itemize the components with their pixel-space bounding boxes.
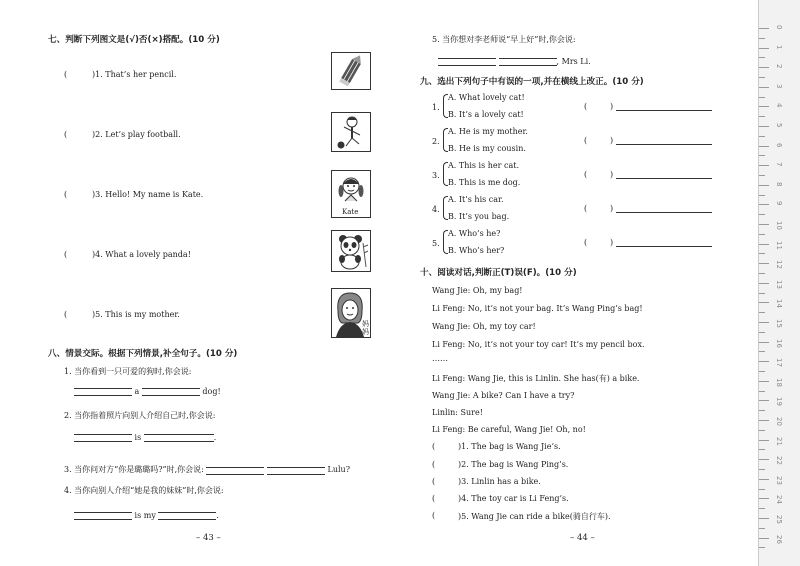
ruler-tick [759, 195, 765, 196]
ruler-tick [759, 479, 769, 480]
page-number-right: – 44 – [570, 533, 595, 543]
sec7-item-text: )4. What a lovely panda! [92, 250, 191, 259]
ruler-tick [759, 410, 765, 411]
ruler-label: 17 [775, 358, 783, 368]
correction-line[interactable] [616, 212, 712, 213]
ruler-tick [759, 449, 765, 450]
ruler-tick [759, 155, 765, 156]
answer-paren[interactable]: ( [432, 494, 436, 503]
answer-paren[interactable]: ( [432, 442, 436, 451]
answer-paren[interactable]: ( [584, 170, 588, 179]
option-b: B. Who’s her? [448, 246, 505, 255]
ruler-tick [759, 214, 765, 215]
ruler-tick [759, 469, 765, 470]
ruler-tick [759, 459, 769, 460]
answer-blank[interactable] [499, 52, 557, 66]
sec8-q1-answer: a dog! [74, 382, 221, 396]
ruler-tick [759, 351, 765, 352]
ruler-label: 9 [775, 201, 783, 206]
sec8-q5-answer: , Mrs Li. [438, 52, 591, 66]
section7-title: 七、判断下列图文是(√)否(×)搭配。(10 分) [48, 35, 220, 45]
answer-paren[interactable]: ( [432, 460, 436, 469]
ruler-label: 10 [775, 221, 783, 230]
ruler-label: 22 [775, 456, 783, 466]
ruler-tick [759, 77, 765, 78]
panda-icon [331, 230, 371, 272]
dialog-line: Li Feng: No, it’s not your toy car! It’s my pencil box. [432, 340, 645, 349]
answer-blank[interactable] [206, 461, 264, 475]
ruler-label: 8 [775, 181, 783, 187]
answer-paren[interactable]: ( [64, 250, 68, 259]
ruler-label: 5 [775, 123, 783, 128]
answer-paren[interactable]: ( [584, 102, 588, 111]
correction-line[interactable] [616, 178, 712, 179]
ruler-label: 18 [775, 377, 783, 387]
ruler-label: 21 [775, 436, 783, 446]
ruler-label: 16 [775, 338, 783, 348]
answer-blank[interactable] [74, 428, 132, 442]
option-b: B. He is my cousin. [448, 144, 526, 153]
ruler-tick [759, 508, 765, 509]
option-a: A. It’s his car. [448, 195, 504, 204]
ruler-label: 3 [775, 83, 783, 89]
sec8-q4-answer: is my . [74, 506, 219, 520]
ruler-tick [759, 489, 765, 490]
ruler-tick [759, 97, 765, 98]
option-b: B. It’s a lovely cat! [448, 110, 524, 119]
answer-blank[interactable] [74, 506, 132, 520]
correction-line[interactable] [616, 246, 712, 247]
ruler-tick [759, 263, 769, 264]
dialog-line: Wang Jie: A bike? Can I have a try? [432, 391, 575, 400]
sec7-item-text: )1. That’s her pencil. [92, 70, 177, 79]
ruler-tick [759, 518, 769, 519]
sec8-q4: 4. 当你向别人介绍“她是我的妹妹”时,你会说: [64, 486, 224, 495]
kate-caption: Kate [342, 208, 359, 216]
ruler-label: 1 [775, 44, 783, 50]
ruler-tick [759, 136, 765, 137]
ruler-tick [759, 253, 765, 254]
ruler-tick [759, 342, 769, 343]
ruler-label: 14 [775, 299, 783, 309]
ruler-tick [759, 332, 765, 333]
dialog-line: Li Feng: Wang Jie, this is Linlin. She has(有) a bike. [432, 374, 640, 383]
correction-line[interactable] [616, 110, 712, 111]
ruler-label: 26 [775, 534, 783, 544]
ruler-tick [759, 185, 769, 186]
ruler-tick [759, 38, 765, 39]
ruler-tick [759, 175, 765, 176]
ruler-tick [759, 106, 769, 107]
answer-paren[interactable]: ( [64, 130, 68, 139]
answer-paren[interactable]: ( [64, 70, 68, 79]
ruler-tick [759, 48, 769, 49]
ruler-tick [759, 293, 765, 294]
section9-title: 九、选出下列句子中有误的一项,并在横线上改正。(10 分) [420, 77, 644, 87]
sec8-q2-answer: is . [74, 428, 216, 442]
answer-paren[interactable]: ( [432, 511, 436, 520]
ruler-label: 11 [775, 240, 783, 250]
ruler-tick [759, 312, 765, 313]
dialog-line: Li Feng: Be careful, Wang Jie! Oh, no! [432, 425, 586, 434]
dialog-line: Wang Jie: Oh, my toy car! [432, 322, 536, 331]
ruler-tick [759, 400, 769, 401]
ruler-label: 2 [775, 64, 783, 69]
option-b: B. This is me dog. [448, 178, 521, 187]
ruler-tick [759, 234, 765, 235]
ruler-tick [759, 204, 769, 205]
mother-icon [331, 288, 371, 338]
ruler-tick [759, 126, 769, 127]
ruler-tick [759, 273, 765, 274]
answer-paren[interactable]: ( [64, 310, 68, 319]
ruler-tick [759, 116, 765, 117]
sec7-item-text: )3. Hello! My name is Kate. [92, 190, 204, 199]
answer-blank[interactable] [158, 506, 216, 520]
ruler-tick [759, 302, 769, 303]
ruler-tick [759, 361, 769, 362]
ruler-tick [759, 57, 765, 58]
ruler-tick [759, 28, 769, 29]
ruler-label: 20 [775, 417, 783, 426]
dialog-line: Li Feng: No, it’s not your bag. It’s Wang Ping’s bag! [432, 304, 643, 313]
mother-caption: 妈妈 [362, 320, 369, 336]
ruler-label: 6 [775, 142, 783, 148]
ruler-tick [759, 528, 765, 529]
answer-paren[interactable]: ( [584, 238, 588, 247]
answer-paren[interactable]: ( [584, 136, 588, 145]
ruler-label: 19 [775, 397, 783, 407]
ruler-label: 13 [775, 279, 783, 289]
sec7-item-text: )2. Let’s play football. [92, 130, 181, 139]
answer-paren[interactable]: ( [64, 190, 68, 199]
section10-title: 十、阅读对话,判断正(T)误(F)。(10 分) [420, 268, 577, 278]
ruler-label: 7 [775, 162, 783, 167]
option-b: B. It’s you bag. [448, 212, 510, 221]
ruler-tick [759, 165, 769, 166]
answer-blank[interactable] [142, 382, 200, 396]
ruler-tick [759, 391, 765, 392]
ruler-label: 24 [775, 495, 783, 505]
ruler-tick [759, 224, 769, 225]
dialog-ellipsis: …… [432, 354, 448, 363]
section8-title: 八、情景交际。根据下列情景,补全句子。(10 分) [48, 349, 238, 359]
sec8-q5: 5. 当你想对李老师说“早上好”时,你会说: [432, 35, 576, 44]
ruler-label: 15 [775, 319, 783, 328]
correction-line[interactable] [616, 144, 712, 145]
ruler-tick [759, 67, 769, 68]
sec8-q2: 2. 当你指着照片向别人介绍自己时,你会说: [64, 411, 216, 420]
option-a: A. What lovely cat! [448, 93, 525, 102]
answer-blank[interactable] [438, 52, 496, 66]
ruler-tick [759, 498, 769, 499]
ruler-tick [759, 381, 769, 382]
answer-paren[interactable]: ( [584, 204, 588, 213]
ruler-tick [759, 538, 769, 539]
ruler-tick [759, 371, 765, 372]
option-a: A. This is her cat. [448, 161, 520, 170]
ruler-tick [759, 146, 769, 147]
option-a: A. He is my mother. [448, 127, 528, 136]
pencil-icon [331, 52, 371, 90]
ruler-label: 12 [775, 260, 783, 270]
ruler-tick [759, 547, 765, 548]
ruler-tick [759, 420, 769, 421]
girl-kate-icon [331, 170, 371, 218]
option-a: A. Who’s he? [448, 229, 501, 238]
dialog-line: Linlin: Sure! [432, 408, 483, 417]
page-number-left: – 43 – [196, 533, 221, 543]
ruler-tick [759, 440, 769, 441]
sec8-q3-row: 3. 当你问对方“你是璐璐吗?”时,你会说: Lulu? [64, 461, 350, 475]
sec7-item-text: )5. This is my mother. [92, 310, 180, 319]
ruler-tick [759, 87, 769, 88]
ruler-tick [759, 430, 765, 431]
ruler-label: 23 [775, 475, 783, 485]
ruler-tick [759, 322, 769, 323]
answer-paren[interactable]: ( [432, 477, 436, 486]
ruler-tick [759, 244, 769, 245]
answer-blank[interactable] [144, 428, 214, 442]
ruler-label: 25 [775, 515, 783, 524]
sec8-q1: 1. 当你看到一只可爱的狗时,你会说: [64, 367, 192, 376]
answer-blank[interactable] [267, 461, 325, 475]
ruler-label: 0 [775, 25, 783, 30]
dialog-line: Wang Jie: Oh, my bag! [432, 286, 523, 295]
football-player-icon [331, 112, 371, 152]
ruler-label: 4 [775, 103, 783, 108]
ruler [758, 0, 800, 566]
ruler-tick [759, 283, 769, 284]
